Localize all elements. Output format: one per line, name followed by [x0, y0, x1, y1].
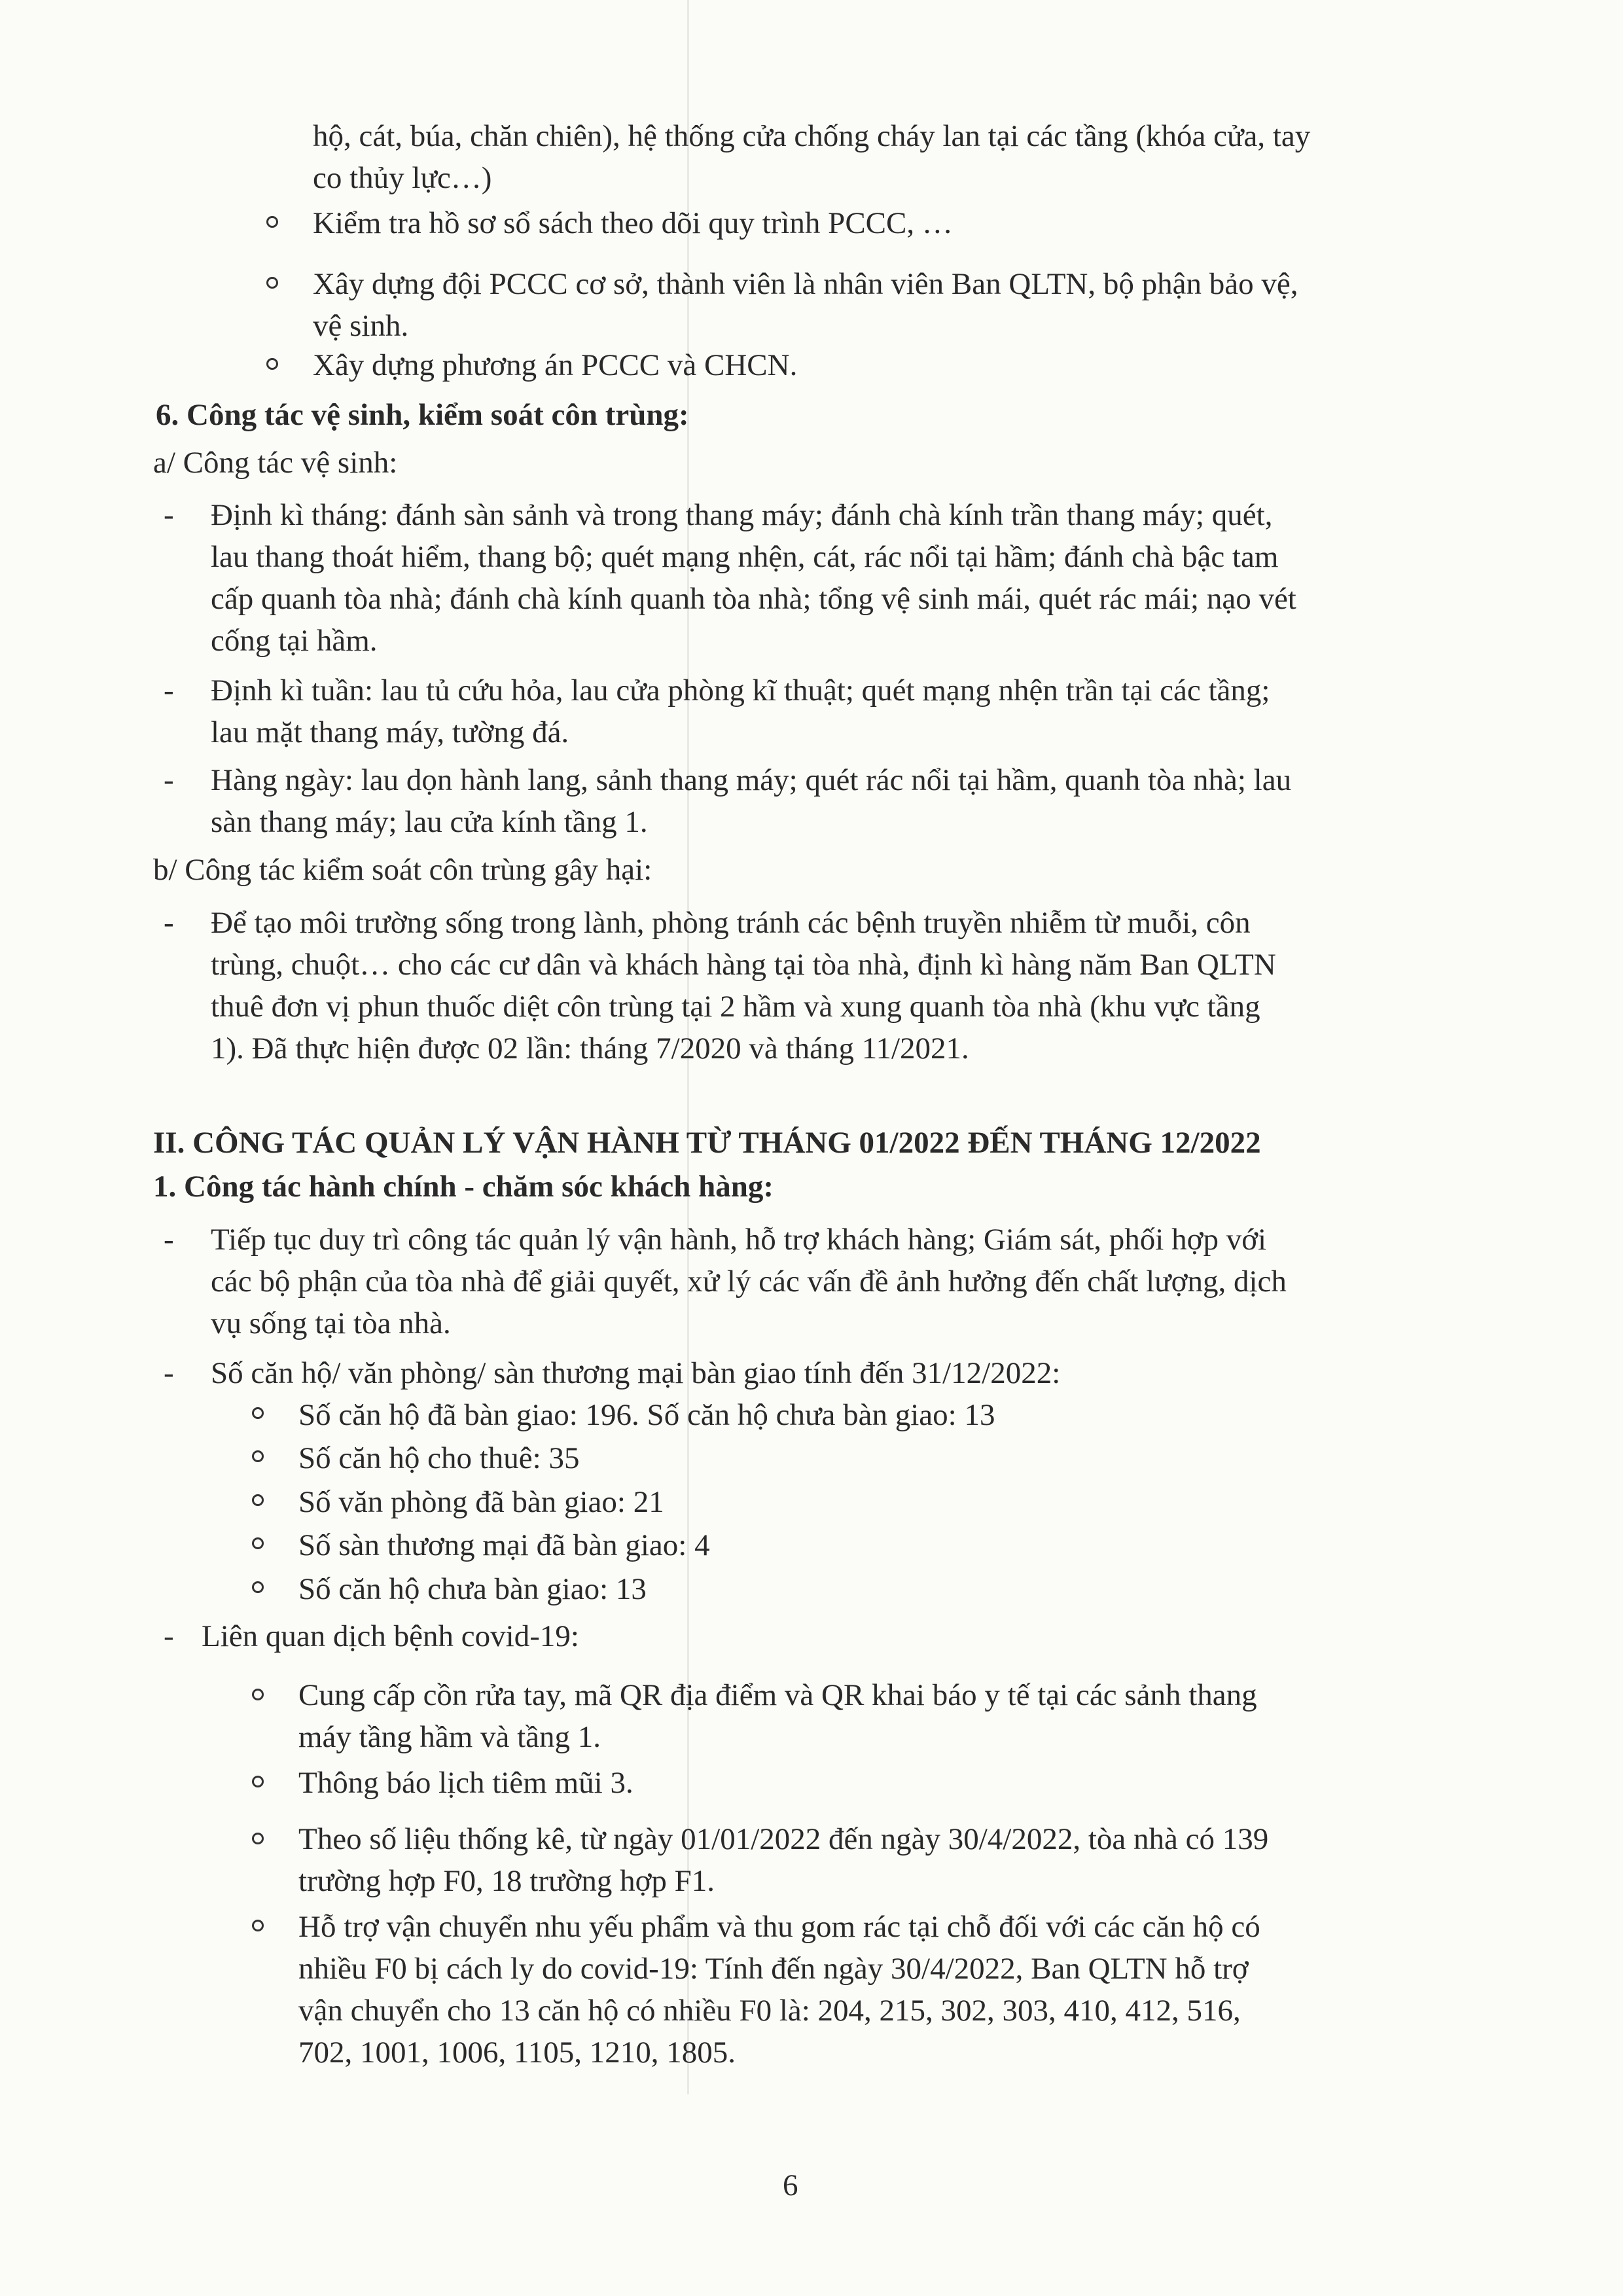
- subsection-heading: a/ Công tác vệ sinh:: [153, 446, 398, 480]
- list-item: [211, 1352, 1060, 1394]
- text-line: 702, 1001, 1006, 1105, 1210, 1805.: [298, 2036, 736, 2070]
- text-line: sàn thang máy; lau cửa kính tầng 1.: [211, 805, 648, 839]
- text-line: Tiếp tục duy trì công tác quản lý vận hành, hỗ trợ khách hàng; Giám sát, phối hợp với: [211, 1223, 1267, 1257]
- section-heading: 1. Công tác hành chính - chăm sóc khách hàng:: [153, 1170, 774, 1204]
- text-line: trùng, chuột… cho các cư dân và khách hàng tại tòa nhà, định kì hàng năm Ban QLTN: [211, 948, 1276, 982]
- dash-bullet: -: [164, 673, 174, 708]
- handover-item: Số sàn thương mại đã bàn giao: 4: [298, 1528, 710, 1562]
- text-line: máy tầng hầm và tầng 1.: [298, 1720, 601, 1754]
- handover-item: Số văn phòng đã bàn giao: 21: [298, 1485, 664, 1519]
- list-item: [211, 759, 1291, 843]
- circle-bullet-icon: [252, 1689, 264, 1700]
- circle-bullet-icon: [252, 1833, 264, 1844]
- text-line: vệ sinh.: [313, 309, 409, 343]
- text-line: cống tại hầm.: [211, 624, 378, 658]
- covid-item: [298, 1674, 1257, 1758]
- dash-bullet: -: [164, 1356, 174, 1390]
- dash-bullet: -: [164, 1223, 174, 1257]
- text-line: Số căn hộ/ văn phòng/ sàn thương mại bàn giao tính đến 31/12/2022:: [211, 1356, 1061, 1390]
- covid-item: [298, 1906, 1260, 2073]
- handover-item: Số căn hộ cho thuê: 35: [298, 1441, 580, 1475]
- circle-bullet-icon: [252, 1407, 264, 1419]
- text-line: thuê đơn vị phun thuốc diệt côn trùng tại 2 hầm và xung quanh tòa nhà (khu vực tầng: [211, 990, 1260, 1024]
- subsection-heading: b/ Công tác kiểm soát côn trùng gây hại:: [153, 853, 652, 887]
- list-item: [211, 494, 1296, 662]
- dash-bullet: -: [164, 763, 174, 797]
- text-line: lau mặt thang máy, tường đá.: [211, 715, 569, 749]
- pccc-item: [313, 344, 797, 386]
- covid-item: [298, 1818, 1268, 1902]
- text-line: lau thang thoát hiểm, thang bộ; quét mạng nhện, cát, rác nổi tại hầm; đánh chà bậc tam: [211, 540, 1279, 574]
- text-line: co thủy lực…): [313, 161, 492, 195]
- section-heading: 6. Công tác vệ sinh, kiểm soát côn trùng:: [156, 398, 689, 432]
- text-line: Cung cấp cồn rửa tay, mã QR địa điểm và QR khai báo y tế tại các sảnh thang: [298, 1678, 1257, 1712]
- text-line: Xây dựng đội PCCC cơ sở, thành viên là nhân viên Ban QLTN, bộ phận bảo vệ,: [313, 267, 1298, 301]
- text-line: Để tạo môi trường sống trong lành, phòng tránh các bệnh truyền nhiễm từ muỗi, côn: [211, 906, 1251, 940]
- intro-text: [313, 115, 1310, 199]
- chapter-heading: II. CÔNG TÁC QUẢN LÝ VẬN HÀNH TỪ THÁNG 01/2022 ĐẾN THÁNG 12/2022: [153, 1126, 1261, 1160]
- text-line: trường hợp F0, 18 trường hợp F1.: [298, 1864, 715, 1898]
- circle-bullet-icon: [266, 358, 278, 370]
- text-line: vận chuyển cho 13 căn hộ có nhiều F0 là: 204, 215, 302, 303, 410, 412, 516,: [298, 1994, 1241, 2028]
- text-line: Kiểm tra hồ sơ sổ sách theo dõi quy trình PCCC, …: [313, 206, 953, 240]
- circle-bullet-icon: [266, 277, 278, 289]
- text-line: Theo số liệu thống kê, từ ngày 01/01/2022 đến ngày 30/4/2022, tòa nhà có 139: [298, 1822, 1269, 1856]
- circle-bullet-icon: [252, 1581, 264, 1593]
- pccc-item: [313, 263, 1298, 347]
- dash-bullet: -: [164, 498, 174, 532]
- text-line: các bộ phận của tòa nhà để giải quyết, xử lý các vấn đề ảnh hưởng đến chất lượng, dịch: [211, 1265, 1287, 1299]
- text-line: Thông báo lịch tiêm mũi 3.: [298, 1766, 633, 1800]
- dash-bullet: -: [164, 1619, 174, 1653]
- text-line: Định kì tháng: đánh sàn sảnh và trong thang máy; đánh chà kính trần thang máy; quét,: [211, 498, 1273, 532]
- circle-bullet-icon: [252, 1450, 264, 1462]
- text-line: 1). Đã thực hiện được 02 lần: tháng 7/2020 và tháng 11/2021.: [211, 1031, 969, 1066]
- handover-item: Số căn hộ chưa bàn giao: 13: [298, 1572, 647, 1606]
- circle-bullet-icon: [252, 1920, 264, 1931]
- circle-bullet-icon: [252, 1494, 264, 1506]
- circle-bullet-icon: [266, 216, 278, 228]
- list-item: Liên quan dịch bệnh covid-19:: [202, 1619, 579, 1653]
- pccc-item: [313, 202, 953, 244]
- list-item: [211, 902, 1276, 1069]
- dash-bullet: -: [164, 906, 174, 940]
- text-line: cấp quanh tòa nhà; đánh chà kính quanh tòa nhà; tổng vệ sinh mái, quét rác mái; nạo vét: [211, 582, 1296, 616]
- text-line: vụ sống tại tòa nhà.: [211, 1306, 451, 1340]
- text-line: nhiều F0 bị cách ly do covid-19: Tính đến ngày 30/4/2022, Ban QLTN hỗ trợ: [298, 1952, 1249, 1986]
- covid-item: [298, 1762, 633, 1804]
- list-item: [211, 1219, 1287, 1344]
- text-line: Hàng ngày: lau dọn hành lang, sảnh thang máy; quét rác nổi tại hầm, quanh tòa nhà; lau: [211, 763, 1292, 797]
- list-item: [211, 670, 1270, 753]
- text-line: Hỗ trợ vận chuyển nhu yếu phẩm và thu gom rác tại chỗ đối với các căn hộ có: [298, 1910, 1260, 1944]
- circle-bullet-icon: [252, 1537, 264, 1549]
- circle-bullet-icon: [252, 1776, 264, 1787]
- text-line: Định kì tuần: lau tủ cứu hỏa, lau cửa phòng kĩ thuật; quét mạng nhện trần tại các tầng;: [211, 673, 1270, 708]
- text-line: Xây dựng phương án PCCC và CHCN.: [313, 348, 798, 382]
- page-number: 6: [783, 2168, 798, 2202]
- text-line: hộ, cát, búa, chăn chiên), hệ thống cửa chống cháy lan tại các tầng (khóa cửa, tay: [313, 119, 1311, 153]
- handover-item: Số căn hộ đã bàn giao: 196. Số căn hộ chưa bàn giao: 13: [298, 1398, 995, 1432]
